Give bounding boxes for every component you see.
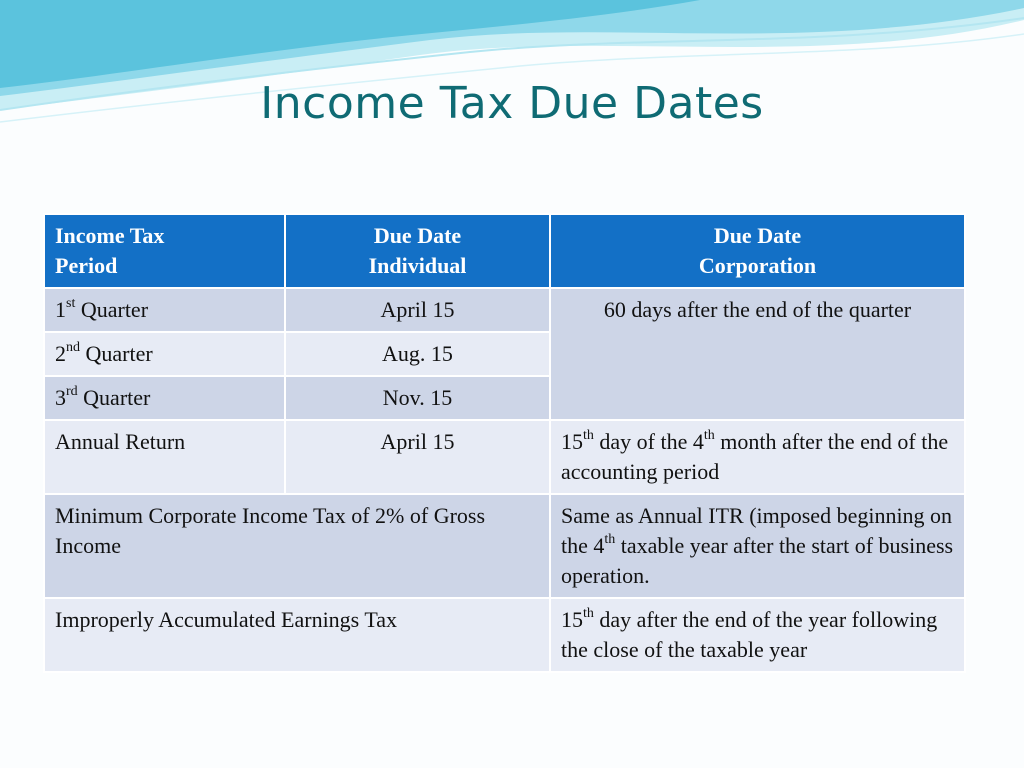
cell-individual: April 15	[285, 288, 550, 332]
due-dates-table	[43, 213, 966, 673]
table-header-row	[44, 214, 965, 288]
table-row-annual	[44, 420, 965, 494]
cell-corporation: Same as Annual ITR (imposed beginning on the 4th taxable year after the start of business operation.	[550, 494, 965, 598]
cell-period: 2nd Quarter	[44, 332, 285, 376]
cell-individual: April 15	[285, 420, 550, 494]
cell-period: Annual Return	[44, 420, 285, 494]
cell-period: 3rd Quarter	[44, 376, 285, 420]
cell-quarterly-corporation: 60 days after the end of the quarter	[550, 288, 965, 420]
table-row-mcit	[44, 494, 965, 598]
cell-period: Minimum Corporate Income Tax of 2% of Gross Income	[44, 494, 550, 598]
cell-period: Improperly Accumulated Earnings Tax	[44, 598, 550, 672]
cell-corporation: 15th day of the 4th month after the end of the accounting period	[550, 420, 965, 494]
cell-individual: Nov. 15	[285, 376, 550, 420]
slide-title: Income Tax Due Dates	[260, 78, 764, 129]
cell-individual: Aug. 15	[285, 332, 550, 376]
header-period: Income Tax Period	[44, 214, 285, 288]
table-row-q1	[44, 288, 965, 332]
table-row-iaet	[44, 598, 965, 672]
header-individual: Due Date Individual	[285, 214, 550, 288]
header-corporation: Due Date Corporation	[550, 214, 965, 288]
cell-period: 1st Quarter	[44, 288, 285, 332]
cell-corporation: 15th day after the end of the year following the close of the taxable year	[550, 598, 965, 672]
